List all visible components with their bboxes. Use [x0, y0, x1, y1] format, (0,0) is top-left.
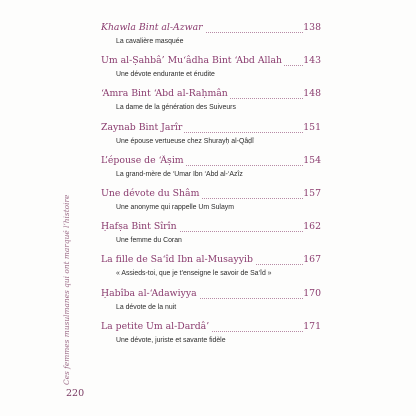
toc-entry[interactable] [101, 254, 321, 287]
entry-subtitle: « Assieds-toi, que je t’enseigne le savoir de Sa‘îd » [116, 270, 272, 278]
entry-page-number: 148 [303, 88, 321, 100]
entry-page-number: 138 [303, 22, 321, 33]
entry-page-number: 170 [303, 287, 321, 299]
entry-title: Ḥafṣa Bint Sîrîn [101, 221, 177, 233]
toc-entry[interactable] [101, 122, 321, 155]
entry-subtitle: Une anonyme qui rappelle Um Sulaym [116, 203, 234, 211]
entry-title: L’épouse de ‘Âṣim [101, 154, 184, 166]
entry-page-number: 151 [303, 121, 321, 133]
entry-subtitle: Une femme du Coran [116, 237, 182, 245]
toc-entry[interactable] [101, 321, 321, 354]
entry-page-number: 157 [303, 187, 321, 199]
entry-title: Ḥabîba al-‘Adawiyya [101, 287, 197, 299]
entry-page-number: 167 [303, 254, 321, 266]
entry-page-number: 154 [303, 154, 321, 166]
toc-entry[interactable] [101, 55, 321, 88]
page-number: 220 [66, 388, 85, 399]
entry-subtitle: La dévote de la nuit [116, 303, 177, 311]
toc-entry[interactable] [101, 155, 321, 188]
entry-page-number: 143 [303, 55, 321, 67]
entry-subtitle: La dame de la génération des Suiveurs [116, 104, 236, 112]
entry-subtitle: Une épouse vertueuse chez Shurayḥ al-Qâḍî [116, 137, 254, 145]
entry-title: La petite Um al-Dardâ’ [101, 320, 210, 332]
entry-page-number: 162 [303, 221, 321, 233]
toc-entry[interactable] [101, 188, 321, 221]
toc-entry[interactable] [101, 22, 321, 55]
entry-title: Zaynab Bint Jarîr [101, 121, 183, 133]
toc-entry[interactable] [101, 288, 321, 321]
toc-entry[interactable] [101, 221, 321, 254]
entry-page-number: 171 [303, 320, 321, 332]
entry-subtitle: Une dévote, juriste et savante fidèle [116, 336, 226, 344]
entry-title: Une dévote du Shâm [101, 187, 200, 199]
entry-subtitle: Une dévote endurante et érudite [116, 71, 215, 79]
running-header: Ces femmes musulmanes qui ont marqué l’histoire [62, 194, 71, 385]
toc-entry[interactable] [101, 88, 321, 121]
table-of-contents [101, 22, 321, 354]
entry-subtitle: La grand-mère de ‘Umar Ibn ‘Abd al-‘Azîz [116, 170, 243, 178]
entry-subtitle: La cavalière masquée [116, 38, 184, 45]
entry-title: Khawla Bint al-Azwar [101, 22, 203, 33]
entry-title: Um al-Ṣahbâ’ Mu‘âdha Bint ‘Abd Allah [101, 55, 283, 67]
entry-title: La fille de Sa‘îd Ibn al-Musayyib [101, 254, 253, 266]
entry-title: ‘Amra Bint ‘Abd al-Raḥmân [101, 88, 228, 100]
